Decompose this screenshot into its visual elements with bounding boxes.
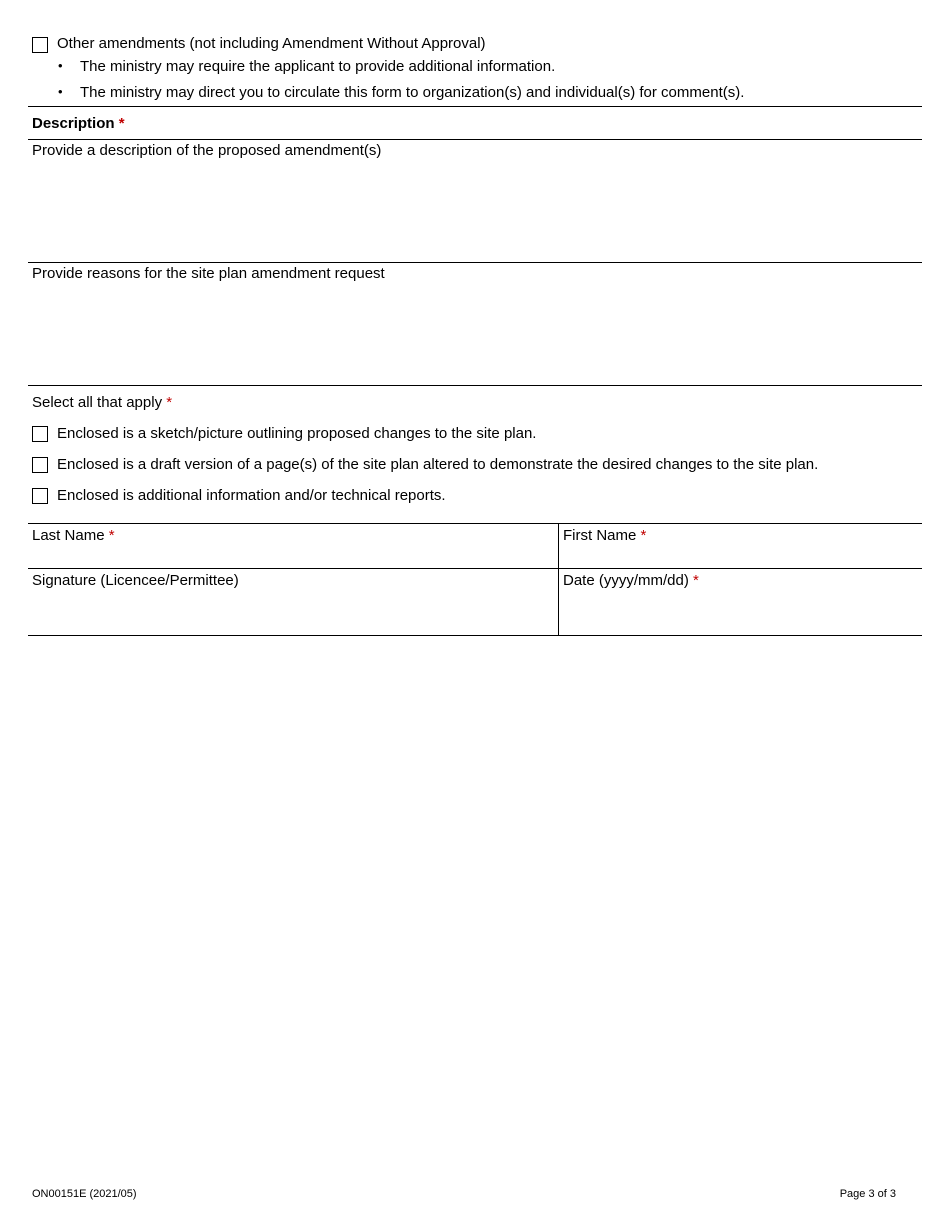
sketch-enclosed-label: Enclosed is a sketch/picture outlining proposed changes to the site plan.: [57, 425, 537, 442]
additional-info-enclosed-label: Enclosed is additional information and/or technical reports.: [57, 487, 446, 504]
field-divider: [28, 262, 922, 263]
required-marker: *: [640, 527, 647, 544]
proposed-amendment-input[interactable]: [28, 162, 922, 261]
form-id: ON00151E (2021/05): [32, 1188, 137, 1200]
other-amendments-label: Other amendments (not including Amendment Without Approval): [57, 35, 486, 52]
required-marker: *: [166, 394, 173, 411]
section-divider: [28, 106, 922, 107]
date-text: Date (yyyy/mm/dd): [563, 572, 689, 589]
last-name-input[interactable]: [28, 546, 556, 567]
date-label: [563, 572, 699, 590]
required-marker: *: [108, 527, 115, 544]
select-all-text: Select all that apply: [32, 394, 163, 411]
draft-page-enclosed-checkbox[interactable]: [32, 457, 48, 473]
bullet-icon: •: [58, 84, 63, 99]
table-bottom-border: [28, 635, 922, 636]
description-heading-text: Description: [32, 115, 115, 132]
page-number: Page 3 of 3: [839, 1188, 896, 1200]
signature-input[interactable]: [28, 592, 556, 634]
amendment-reasons-label: Provide reasons for the site plan amendment request: [32, 265, 385, 282]
required-marker: *: [118, 115, 125, 132]
sketch-enclosed-checkbox[interactable]: [32, 426, 48, 442]
draft-page-enclosed-label: Enclosed is a draft version of a page(s) of the site plan altered to demonstrate the desired changes to the site plan.: [57, 456, 819, 473]
heading-divider: [28, 139, 922, 140]
amendment-reasons-input[interactable]: [28, 285, 922, 384]
date-input[interactable]: [560, 592, 922, 634]
first-name-label: [563, 527, 646, 545]
first-name-text: First Name: [563, 527, 637, 544]
other-amendments-note-2: The ministry may direct you to circulate this form to organization(s) and individual(s) for comment(s).: [80, 84, 745, 101]
table-row-divider: [28, 568, 922, 569]
first-name-input[interactable]: [560, 546, 922, 567]
other-amendments-note-1: The ministry may require the applicant to provide additional information.: [80, 58, 556, 75]
select-all-label: [32, 394, 172, 412]
field-divider: [28, 385, 922, 386]
description-heading: [32, 115, 125, 133]
last-name-text: Last Name: [32, 527, 105, 544]
bullet-icon: •: [58, 58, 63, 73]
additional-info-enclosed-checkbox[interactable]: [32, 488, 48, 504]
proposed-amendment-label: Provide a description of the proposed amendment(s): [32, 142, 382, 159]
table-top-border: [28, 523, 922, 524]
table-column-divider: [558, 523, 559, 635]
last-name-label: [32, 527, 115, 545]
required-marker: *: [693, 572, 699, 589]
signature-label: Signature (Licencee/Permittee): [32, 572, 239, 589]
other-amendments-checkbox[interactable]: [32, 37, 48, 53]
